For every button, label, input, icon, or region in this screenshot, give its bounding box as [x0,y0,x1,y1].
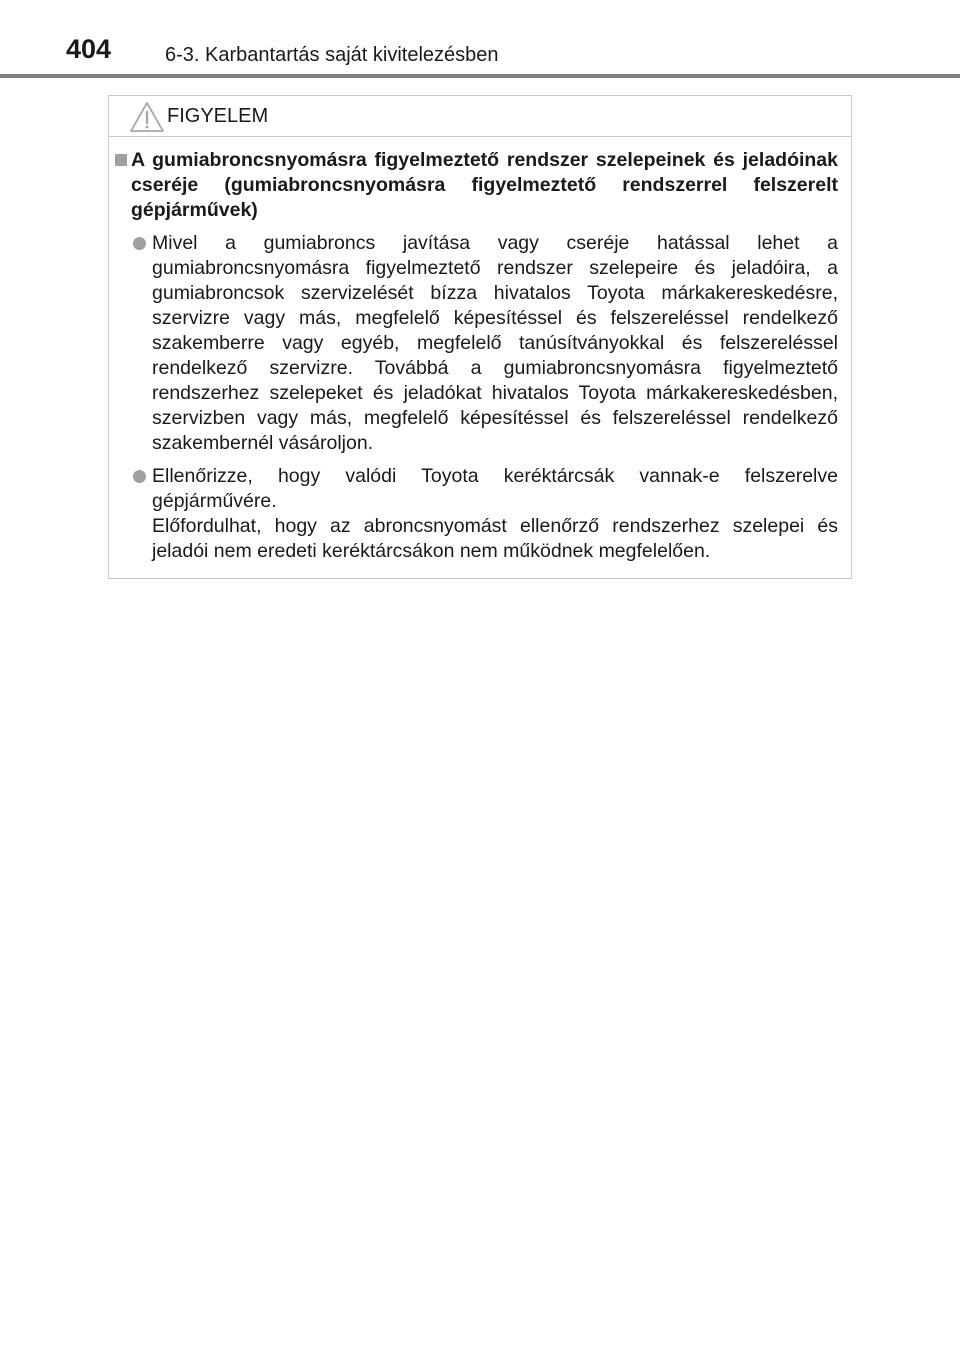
warning-label: FIGYELEM [167,105,269,127]
header-divider [0,74,960,78]
warning-heading-text: A gumiabroncsnyomásra figyelmeztető rendszer szelepeinek és jeladóinak cseréje (gumiabroncsnyomásra figyelmeztető rendszerrel felszerelt gépjárművek) [131,149,838,221]
page-header [0,0,960,80]
bullet-paragraph: Ellenőrizze, hogy valódi Toyota keréktárcsák vannak-e felszerelve gépjárművére. [152,465,838,512]
warning-heading [109,148,850,223]
page-number: 404 [66,34,112,64]
bullet-paragraph: Előfordulhat, hogy az abroncsnyomást ellenőrző rendszerhez szelepei és jeladói nem eredeti keréktárcsákon nem működnek megfelelően. [152,515,838,562]
round-bullet-icon [133,470,146,483]
round-bullet-icon [133,237,146,250]
warning-triangle-icon [129,101,165,133]
warning-box [108,95,852,579]
bullet-item [109,464,850,564]
warning-header [109,96,851,137]
warning-body [109,148,850,564]
bullet-item [109,231,850,456]
bullet-paragraph: Mivel a gumiabroncs javítása vagy cseréje hatással lehet a gumiabroncsnyomásra figyelmeztető rendszer szelepeire és jeladóira, a gumiabroncsok szervizelését bízza hivatalos Toyota márkakereskedésre, szervizre vagy más, megfelelő képesítéssel és felszereléssel rendelkező szakemberre vagy egyéb, megfelelő tanúsítványokkal és felszereléssel rendelkező szervizre. Továbbá a gumiabroncsnyomásra figyelmeztető rendszerhez szelepeket és jeladókat hivatalos Toyota márkakereskedésben, szervizben vagy más, megfelelő képesítéssel és felszereléssel rendelkező szakembernél vásároljon. [152,232,838,454]
square-bullet-icon [115,154,127,166]
section-title: 6-3. Karbantartás saját kivitelezésben [165,44,499,66]
